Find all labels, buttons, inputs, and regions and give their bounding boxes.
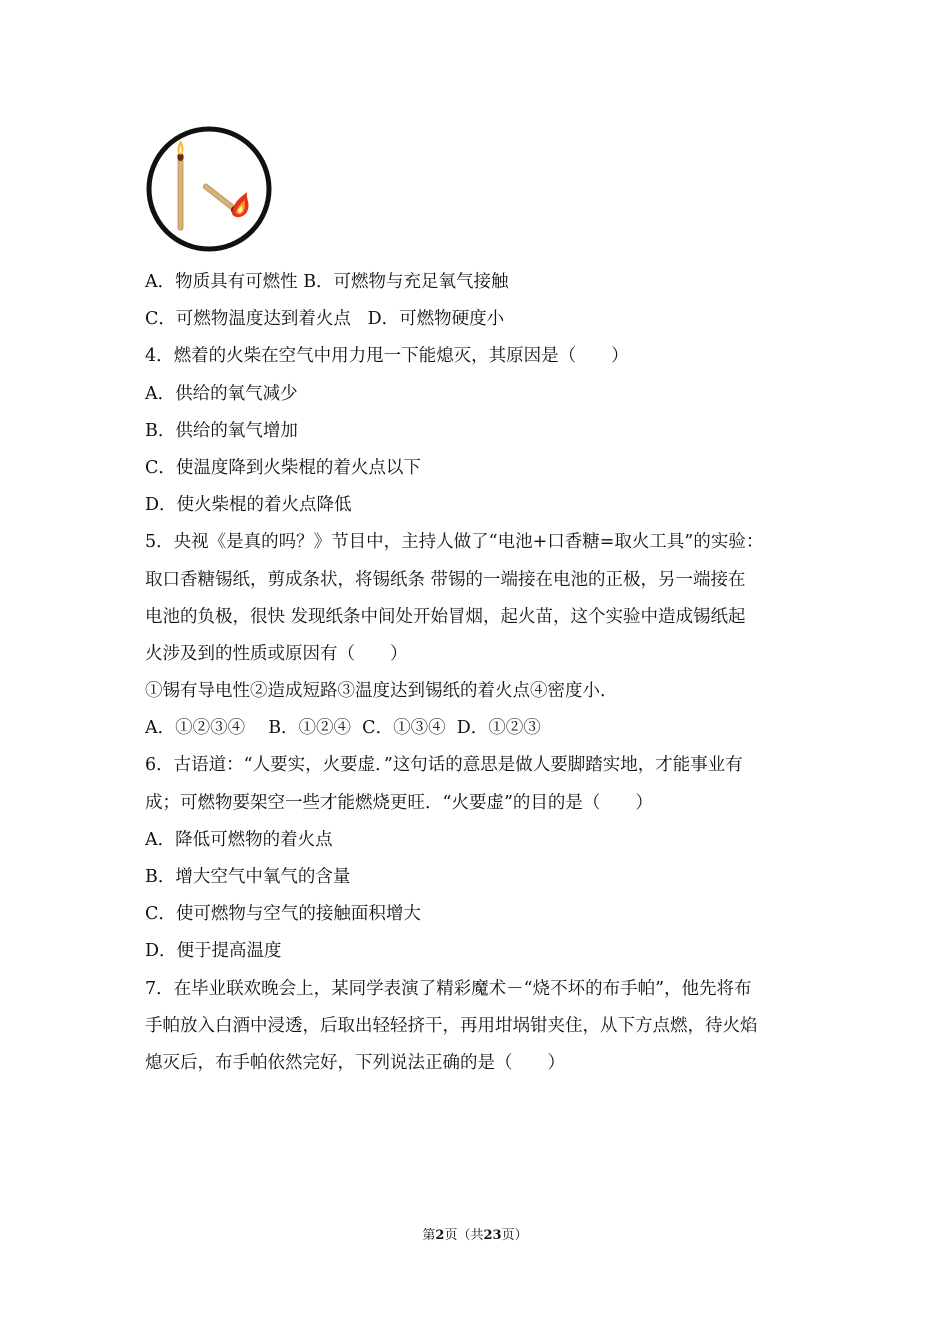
text-line: 熄灭后，布手帕依然完好，下列说法正确的是（ ） <box>145 1052 565 1073</box>
text-line: B．增大空气中氧气的含量 <box>145 867 351 887</box>
text-line: C．使可燃物与空气的接触面积增大 <box>145 904 421 925</box>
text-line: 5．央视《是真的吗？》节目中，主持人做了“电池+口香糖=取火工具”的实验： <box>145 532 764 553</box>
footer-suffix: 页） <box>501 1228 528 1243</box>
text-line: D．使火柴棍的着火点降低 <box>145 495 352 516</box>
footer-prefix: 第 <box>422 1228 436 1243</box>
text-line: A．降低可燃物的着火点 <box>145 829 333 850</box>
text-line: A．物质具有可燃性 B．可燃物与充足氧气接触 <box>145 272 509 292</box>
text-line: A．①②③④ B．①②④ C．①③④ D．①②③ <box>145 718 541 739</box>
text-line: B．供给的氧气增加 <box>145 420 298 441</box>
question-text <box>145 264 825 1082</box>
page-footer <box>0 1226 950 1246</box>
text-line: ①锡有导电性②造成短路③温度达到锡纸的着火点④密度小． <box>145 681 618 702</box>
burning-matches-icon <box>143 126 275 252</box>
text-line: 成；可燃物要架空一些才能燃烧更旺．“火要虚”的目的是（ ） <box>145 792 653 813</box>
text-line: 4．燃着的火柴在空气中用力甩一下能熄灭，其原因是（ ） <box>145 346 629 367</box>
matches-figure <box>143 126 275 252</box>
page-number: 2 <box>435 1228 445 1243</box>
text-line: C．使温度降到火柴棍的着火点以下 <box>145 457 421 478</box>
text-line: D．便于提高温度 <box>145 941 282 962</box>
text-line: 取口香糖锡纸，剪成条状，将锡纸条 带锡的一端接在电池的正极，另一端接在 <box>145 569 746 590</box>
page-total: 23 <box>483 1228 502 1243</box>
text-line: 7．在毕业联欢晚会上，某同学表演了精彩魔术－“烧不坏的布手帕”，他先将布 <box>145 978 752 999</box>
text-line: 电池的负极，很快 发现纸条中间处开始冒烟，起火苗，这个实验中造成锡纸起 <box>145 606 746 627</box>
text-line: 火涉及到的性质或原因有（ ） <box>145 643 408 664</box>
text-line: 6．古语道：“人要实，火要虚．”这句话的意思是做人要脚踏实地，才能事业有 <box>145 755 743 776</box>
text-line: C．可燃物温度达到着火点 D．可燃物硬度小 <box>145 309 505 330</box>
footer-middle: 页（共 <box>444 1228 484 1243</box>
text-line: 手帕放入白酒中浸透，后取出轻轻挤干，再用坩埚钳夹住，从下方点燃，待火焰 <box>145 1015 758 1036</box>
text-line: A．供给的氧气减少 <box>145 383 298 404</box>
